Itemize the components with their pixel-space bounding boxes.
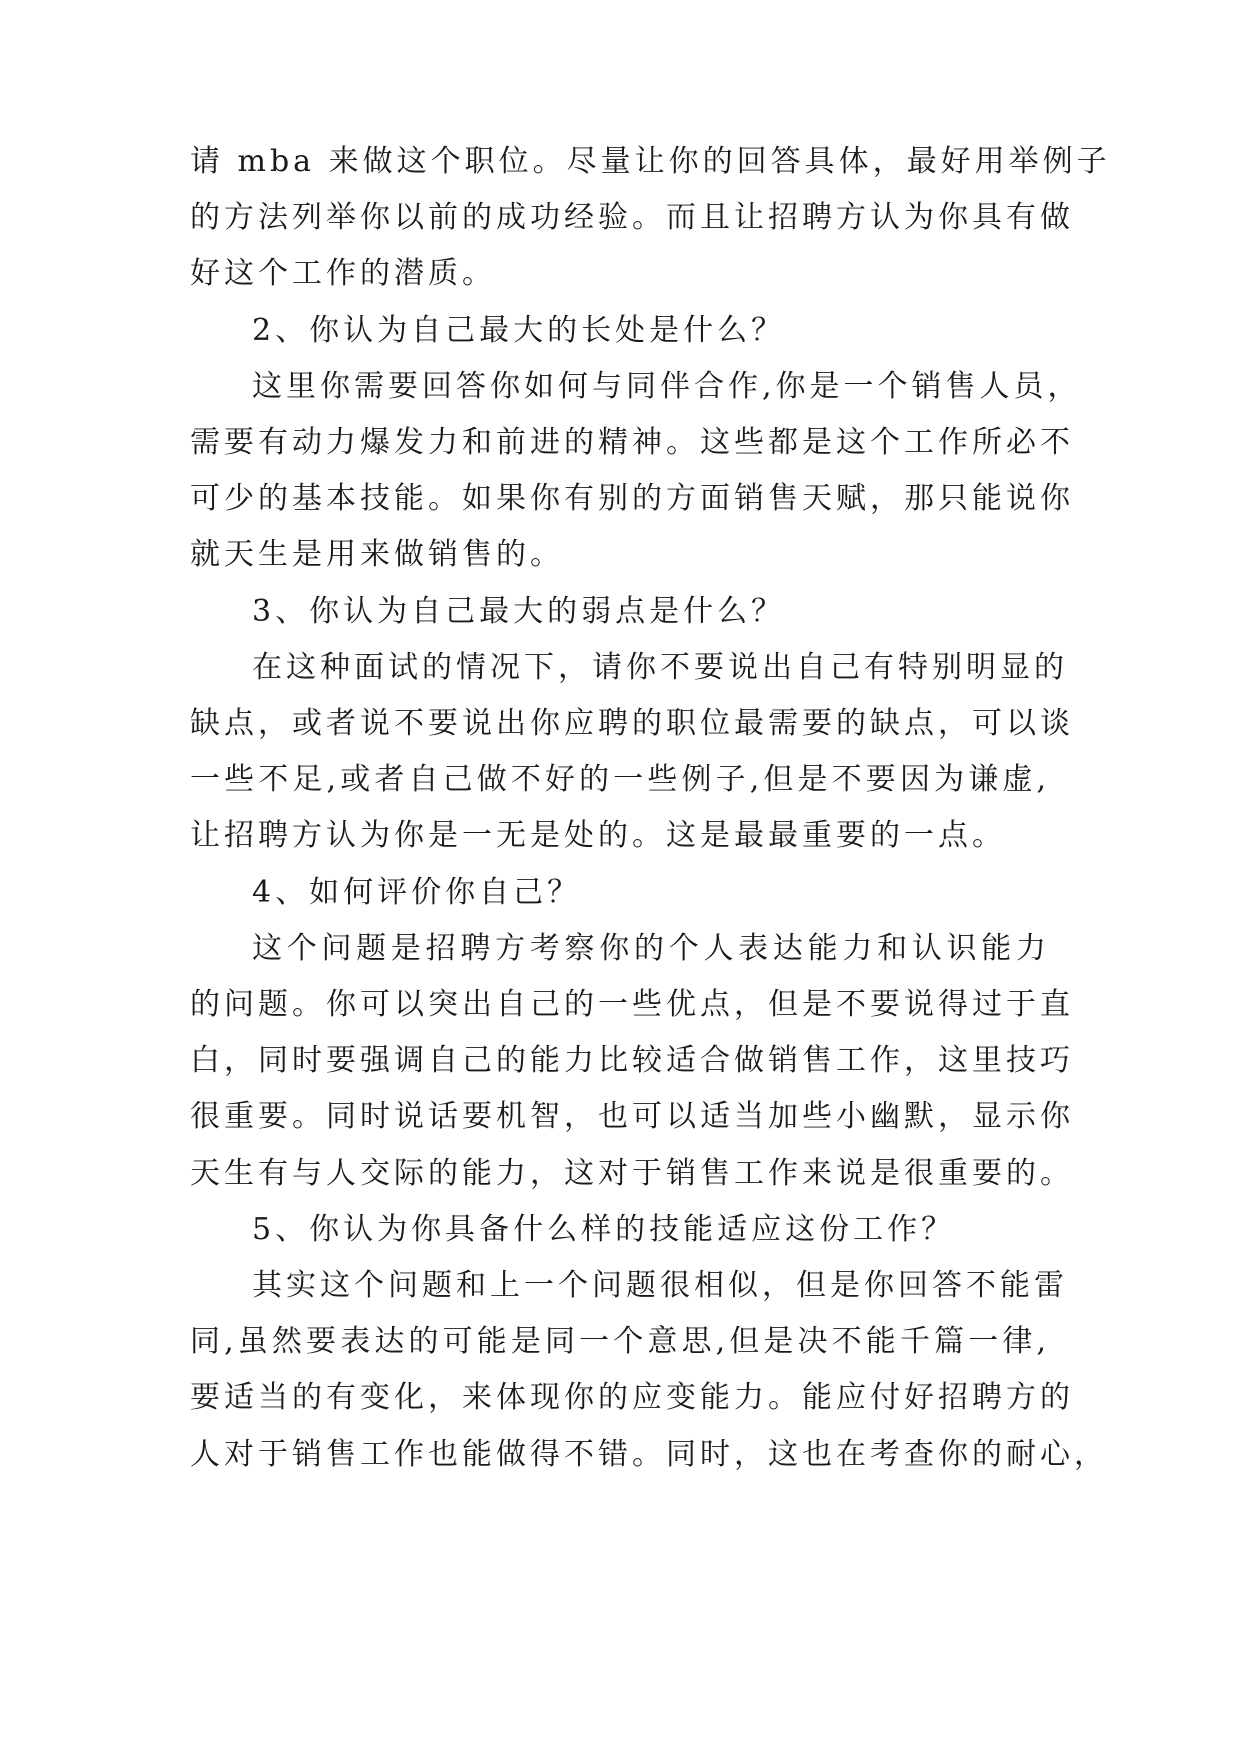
body-text-line: 缺点，或者说不要说出你应聘的职位最需要的缺点，可以谈 [190,706,1074,741]
question-heading: 2、你认为自己最大的长处是什么？ [252,313,786,348]
body-text-line: 在这种面试的情况下，请你不要说出自己有特别明显的 [252,650,1068,685]
body-text-line: 同,虽然要表达的可能是同一个意思,但是决不能千篇一律, [190,1324,1050,1359]
body-text-line: 这里你需要回答你如何与同伴合作,你是一个销售人员， [252,369,1082,404]
body-text-line: 白，同时要强调自己的能力比较适合做销售工作，这里技巧 [190,1043,1074,1078]
body-text-line: 这个问题是招聘方考察你的个人表达能力和认识能力 [252,931,1050,966]
body-text-line: 需要有动力爆发力和前进的精神。这些都是这个工作所必不 [190,425,1074,460]
body-text-line: 人对于销售工作也能做得不错。同时，这也在考查你的耐心， [190,1437,1108,1472]
body-text-line: 要适当的有变化，来体现你的应变能力。能应付好招聘方的 [190,1380,1074,1415]
body-text-line: 就天生是用来做销售的。 [190,537,564,572]
body-text-line: 很重要。同时说话要机智，也可以适当加些小幽默，显示你 [190,1099,1074,1134]
question-heading: 4、如何评价你自己？ [252,875,582,910]
body-text-line: 让招聘方认为你是一无是处的。这是最最重要的一点。 [190,818,1006,853]
question-heading: 5、你认为你具备什么样的技能适应这份工作？ [252,1212,956,1247]
body-text-line: 可少的基本技能。如果你有别的方面销售天赋，那只能说你 [190,481,1074,516]
body-text-line: 请 mba 来做这个职位。尽量让你的回答具体，最好用举例子 [190,144,1111,179]
body-text-line: 的方法列举你以前的成功经验。而且让招聘方认为你具有做 [190,200,1074,235]
body-text-line: 好这个工作的潜质。 [190,256,496,291]
question-heading: 3、你认为自己最大的弱点是什么？ [252,594,786,629]
body-text-line: 的问题。你可以突出自己的一些优点，但是不要说得过于直 [190,987,1074,1022]
body-text-line: 其实这个问题和上一个问题很相似，但是你回答不能雷 [252,1268,1068,1303]
body-text-line: 一些不足,或者自己做不好的一些例子,但是不要因为谦虚, [190,762,1050,797]
body-text-line: 天生有与人交际的能力，这对于销售工作来说是很重要的。 [190,1156,1074,1191]
